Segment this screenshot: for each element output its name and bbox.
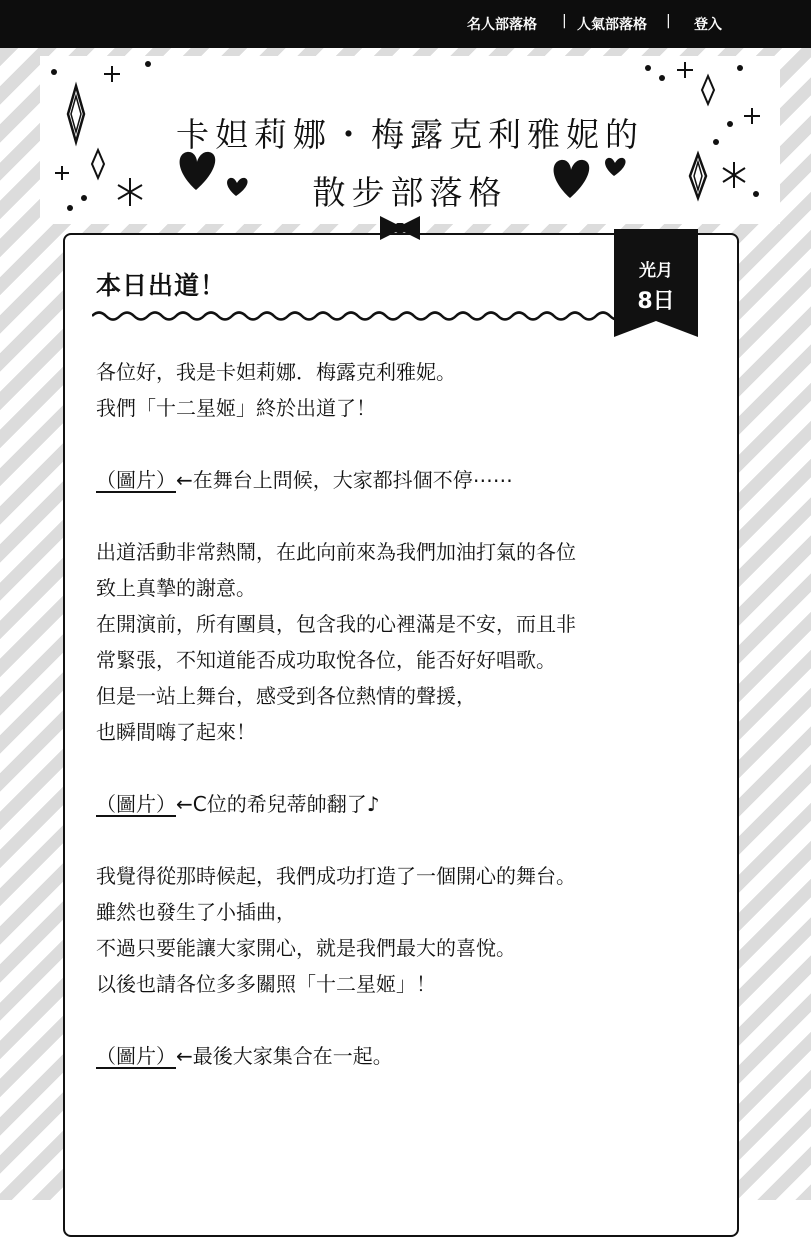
blog-title <box>90 106 730 222</box>
image-caption: ←C位的希兒蒂帥翻了♪ <box>176 792 380 816</box>
blog-title-line2: 散步部落格 <box>312 173 508 213</box>
blog-title-line1: 卡妲莉娜・梅露克利雅妮的 <box>176 115 644 155</box>
paragraph-line: 我們「十二星姬」終於出道了！ <box>96 396 376 420</box>
top-nav-bar <box>0 0 811 48</box>
paragraph-line: 不過只要能讓大家開心，就是我們最大的喜悅。 <box>96 936 516 960</box>
image-link[interactable]: （圖片） <box>96 792 176 816</box>
paragraph-line: 在開演前，所有團員，包含我的心裡滿是不安，而且非 <box>96 612 576 636</box>
image-caption-line <box>96 462 706 498</box>
nav-separator: | <box>666 13 671 29</box>
paragraph-line: 致上真摯的謝意。 <box>96 576 256 600</box>
paragraph-line: 常緊張，不知道能否成功取悅各位，能否好好唱歌。 <box>96 648 556 672</box>
image-caption: ←最後大家集合在一起。 <box>176 1044 393 1068</box>
image-link[interactable]: （圖片） <box>96 468 176 492</box>
nav-celebrity-blogs-link[interactable]: 名人部落格 <box>467 17 537 33</box>
image-caption-line <box>96 786 706 822</box>
nav-separator: | <box>562 13 567 29</box>
nav-popular-blogs-link[interactable]: 人氣部落格 <box>577 17 647 33</box>
date-tag <box>614 229 698 337</box>
paragraph-line: 我覺得從那時候起，我們成功打造了一個開心的舞台。 <box>96 864 576 888</box>
image-caption: ←在舞台上問候，大家都抖個不停⋯⋯ <box>176 468 513 492</box>
paragraph-line: 以後也請各位多多關照「十二星姬」！ <box>96 972 436 996</box>
post-body <box>96 354 706 1074</box>
date-day: 8日 <box>637 289 675 314</box>
paragraph-line: 出道活動非常熱鬧，在此向前來為我們加油打氣的各位 <box>96 540 576 564</box>
paragraph-line: 各位好，我是卡妲莉娜．梅露克利雅妮。 <box>96 360 456 384</box>
nav-login-link[interactable]: 登入 <box>694 17 722 33</box>
image-caption-line <box>96 1038 706 1074</box>
wavy-divider <box>92 308 617 324</box>
date-month: 光月 <box>639 261 673 281</box>
post-title: 本日出道！ <box>96 271 227 300</box>
paragraph-line: 也瞬間嗨了起來！ <box>96 720 256 744</box>
paragraph-line: 但是一站上舞台，感受到各位熱情的聲援， <box>96 684 476 708</box>
bow-icon <box>378 214 422 242</box>
paragraph-line: 雖然也發生了小插曲， <box>96 900 296 924</box>
image-link[interactable]: （圖片） <box>96 1044 176 1068</box>
